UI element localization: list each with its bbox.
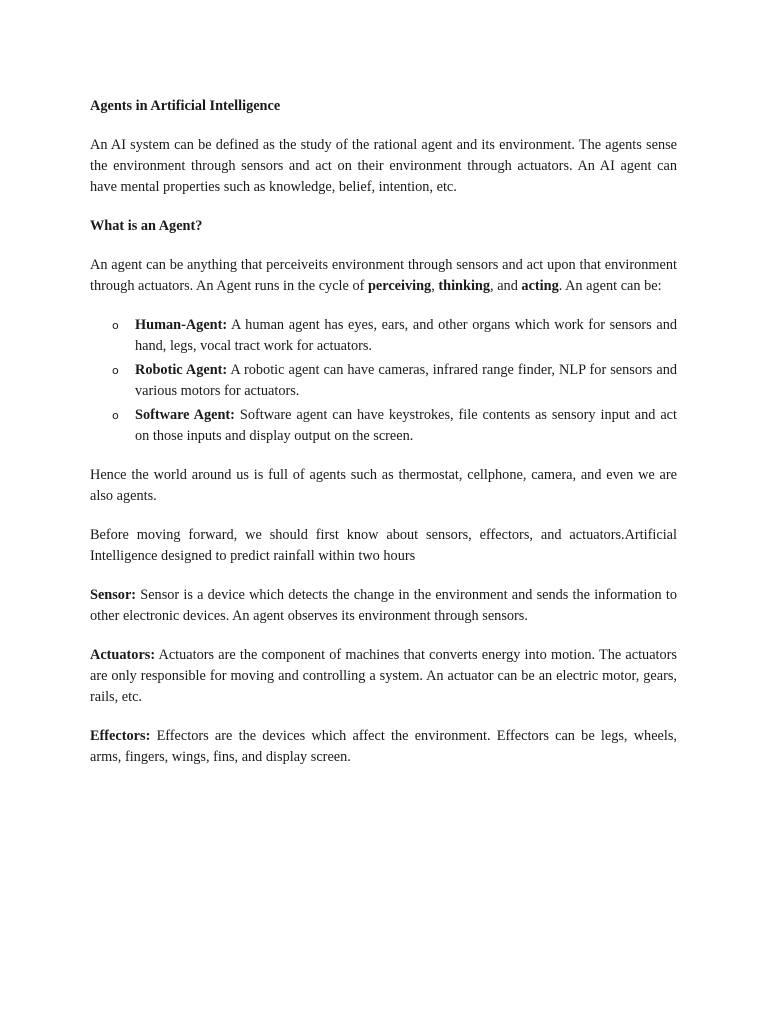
- agent-para-part1: An agent can be anything that perceiveits environment through sensors and act upon that environment through actuators. An Agent runs in the cycle of: [90, 257, 677, 294]
- actuators-definition: [90, 645, 677, 708]
- bullet-icon: o: [112, 319, 119, 332]
- definition-term: Effectors:: [90, 728, 151, 744]
- intro-paragraph: An AI system can be defined as the study of the rational agent and its environment. The agents sense the environment through sensors and act on their environment through actuators. An AI agent can have mental properties such as knowledge, belief, intention, etc.: [90, 137, 677, 195]
- list-item-software-agent: [90, 405, 677, 447]
- bullet-icon: o: [112, 364, 119, 377]
- agent-type-description: A human agent has eyes, ears, and other organs which work for sensors and hand, legs, vocal tract work for actuators.: [135, 317, 677, 354]
- list-item-human-agent: [90, 315, 677, 357]
- agent-para-part2: . An agent can be:: [558, 278, 662, 294]
- effectors-definition: [90, 726, 677, 768]
- agent-type-name: Robotic Agent:: [135, 362, 228, 378]
- agent-para-and: , and: [490, 278, 522, 294]
- document-page: [90, 96, 677, 786]
- document-title: Agents in Artificial Intelligence: [90, 98, 281, 114]
- definition-term: Actuators:: [90, 647, 156, 663]
- perceiving-term: perceiving: [367, 278, 432, 294]
- definition-text: Effectors are the devices which affect the environment. Effectors can be legs, wheels, arms, fingers, wings, fins, and display screen.: [90, 728, 677, 765]
- acting-term: acting: [521, 278, 559, 294]
- thinking-term: thinking: [438, 278, 491, 294]
- agent-type-name: Human-Agent:: [135, 317, 228, 333]
- what-is-agent-heading: What is an Agent?: [90, 218, 203, 234]
- agent-definition-paragraph: [90, 255, 677, 297]
- definition-term: Sensor:: [90, 587, 137, 603]
- agent-type-description: A robotic agent can have cameras, infrared range finder, NLP for sensors and various motors for actuators.: [135, 362, 677, 399]
- definition-text: Actuators are the component of machines that converts energy into motion. The actuators are only responsible for moving and controlling a system. An actuator can be an electric motor, gears, rails, etc.: [90, 647, 677, 705]
- agent-para-comma: ,: [431, 278, 439, 294]
- definition-text: Sensor is a device which detects the change in the environment and sends the information to other electronic devices. An agent observes its environment through sensors.: [90, 587, 677, 624]
- agent-types-list: [90, 315, 677, 447]
- agent-type-name: Software Agent:: [135, 407, 235, 423]
- before-paragraph: Before moving forward, we should first know about sensors, effectors, and actuators.Artificial Intelligence designed to predict rainfall within two hours: [90, 527, 677, 564]
- world-paragraph: Hence the world around us is full of agents such as thermostat, cellphone, camera, and even we are also agents.: [90, 467, 677, 504]
- sensor-definition: [90, 585, 677, 627]
- list-item-robotic-agent: [90, 360, 677, 402]
- agent-type-description: Software agent can have keystrokes, file contents as sensory input and act on those inputs and display output on the screen.: [135, 407, 677, 444]
- bullet-icon: o: [112, 409, 119, 422]
